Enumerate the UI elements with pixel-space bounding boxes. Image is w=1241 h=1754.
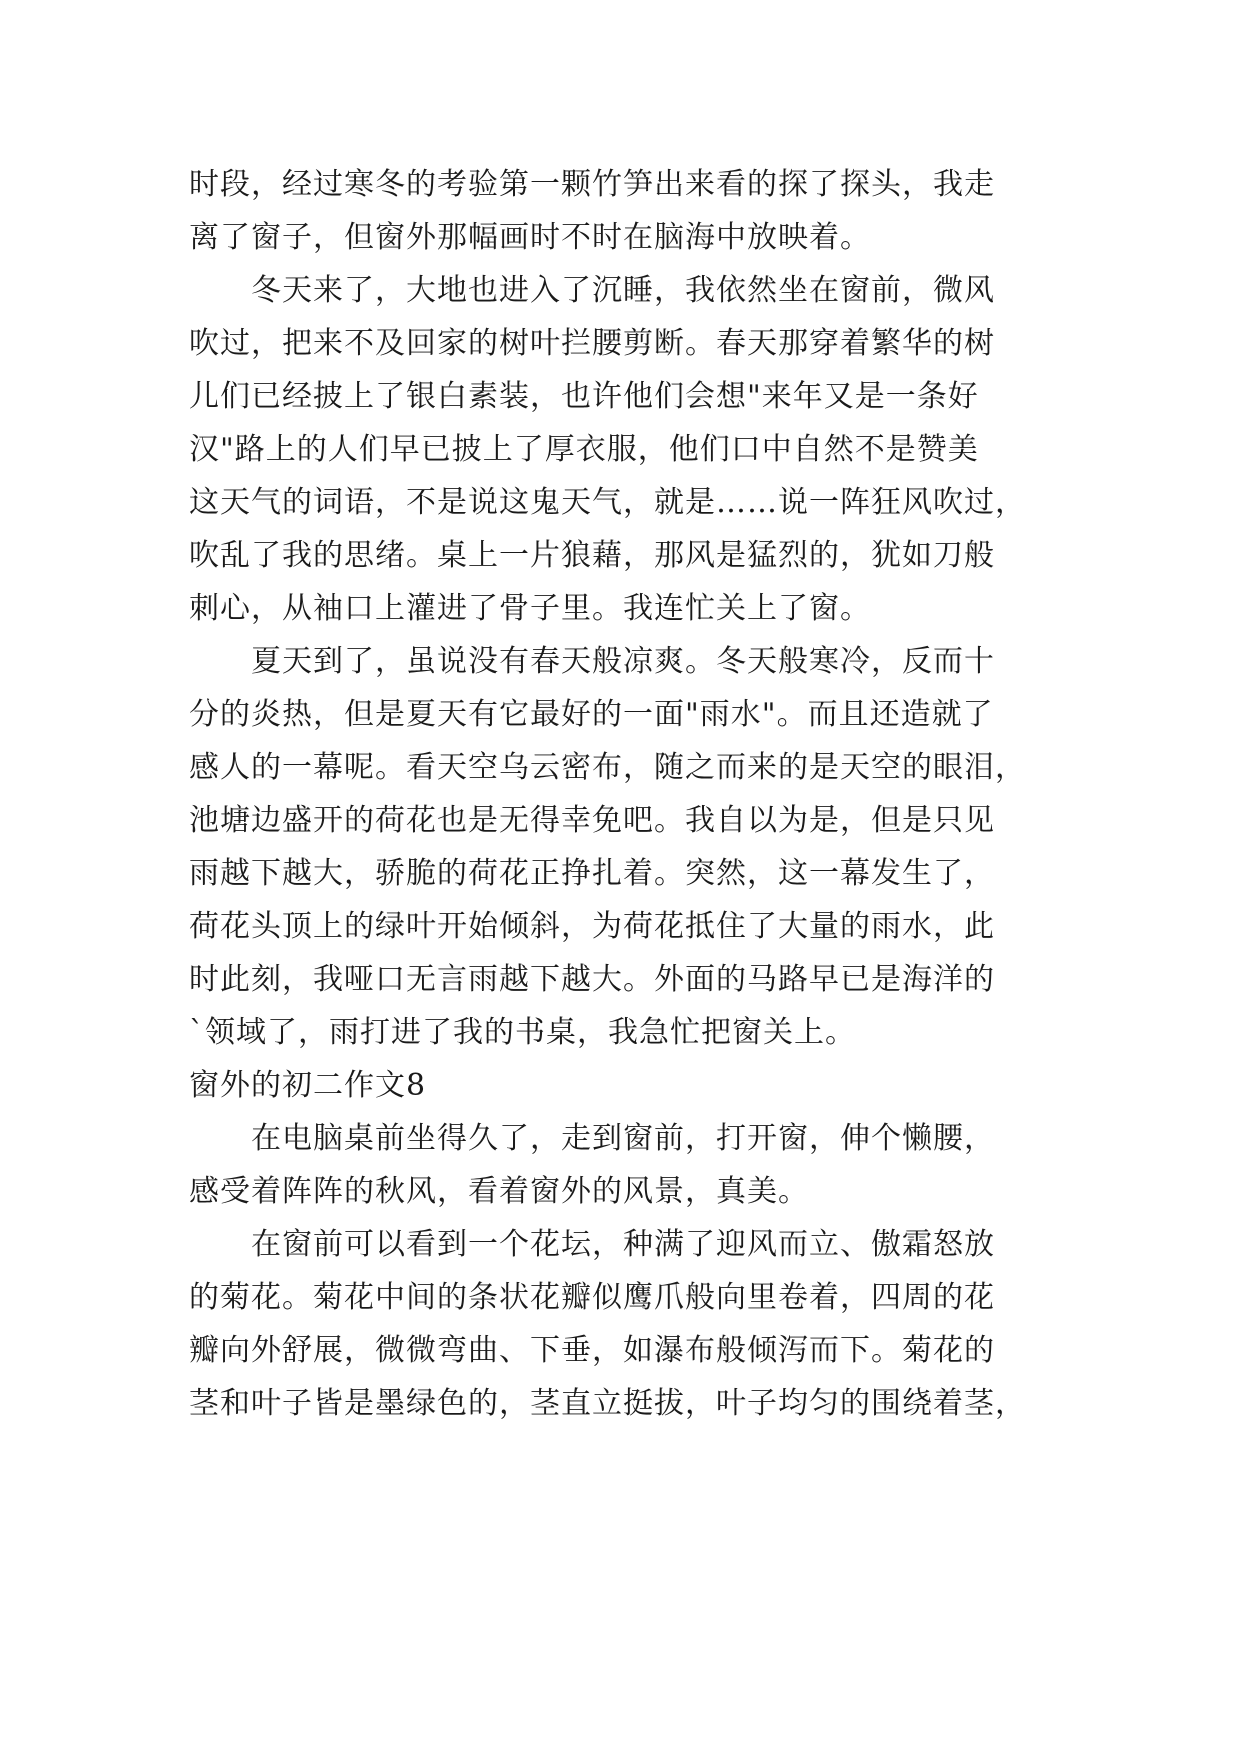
text-line: 这天气的词语，不是说这鬼天气，就是……说一阵狂风吹过，: [189, 485, 1026, 520]
text-line: 吹乱了我的思绪。桌上一片狼藉，那风是猛烈的，犹如刀般: [189, 538, 995, 573]
document-body: [189, 158, 1069, 1430]
text-line: 离了窗子，但窗外那幅画时不时在脑海中放映着。: [189, 220, 871, 255]
text-line: 汉"路上的人们早已披上了厚衣服，他们口中自然不是赞美: [189, 432, 979, 467]
text-line: 在窗前可以看到一个花坛，种满了迎风而立、傲霜怒放: [251, 1227, 995, 1262]
text-line: 刺心，从袖口上灌进了骨子里。我连忙关上了窗。: [189, 591, 871, 626]
text-line: 池塘边盛开的荷花也是无得幸免吧。我自以为是，但是只见: [189, 803, 995, 838]
text-line: 夏天到了，虽说没有春天般凉爽。冬天般寒冷，反而十: [251, 644, 995, 679]
text-line: 感人的一幕呢。看天空乌云密布，随之而来的是天空的眼泪，: [189, 750, 1026, 785]
text-line: 雨越下越大，骄脆的荷花正挣扎着。突然，这一幕发生了，: [189, 856, 995, 891]
text-line: 瓣向外舒展，微微弯曲、下垂，如瀑布般倾泻而下。菊花的: [189, 1333, 995, 1368]
text-line: 时段，经过寒冬的考验第一颗竹笋出来看的探了探头，我走: [189, 167, 995, 202]
text-line: 时此刻，我哑口无言雨越下越大。外面的马路早已是海洋的: [189, 962, 995, 997]
text-line: 的菊花。菊花中间的条状花瓣似鹰爪般向里卷着，四周的花: [189, 1280, 995, 1315]
paragraph-1: [189, 158, 1069, 264]
text-line: 分的炎热，但是夏天有它最好的一面"雨水"。而且还造就了: [189, 697, 994, 732]
text-line: 茎和叶子皆是墨绿色的，茎直立挺拔，叶子均匀的围绕着茎，: [189, 1386, 1026, 1421]
paragraph-5: [189, 1218, 1069, 1430]
text-line: 在电脑桌前坐得久了，走到窗前，打开窗，伸个懒腰，: [251, 1121, 995, 1156]
text-line: `领域了，雨打进了我的书桌，我急忙把窗关上。: [189, 1015, 856, 1050]
text-line: 感受着阵阵的秋风，看着窗外的风景，真美。: [189, 1174, 809, 1209]
text-line: 荷花头顶上的绿叶开始倾斜，为荷花抵住了大量的雨水，此: [189, 909, 995, 944]
text-line: 吹过，把来不及回家的树叶拦腰剪断。春天那穿着繁华的树: [189, 326, 995, 361]
paragraph-3: [189, 635, 1069, 1059]
paragraph-4: [189, 1112, 1069, 1218]
text-line: 儿们已经披上了银白素装，也许他们会想"来年又是一条好: [189, 379, 979, 414]
text-line: 冬天来了，大地也进入了沉睡，我依然坐在窗前，微风: [251, 273, 995, 308]
section-title: 窗外的初二作文8: [189, 1068, 427, 1103]
paragraph-2: [189, 264, 1069, 635]
